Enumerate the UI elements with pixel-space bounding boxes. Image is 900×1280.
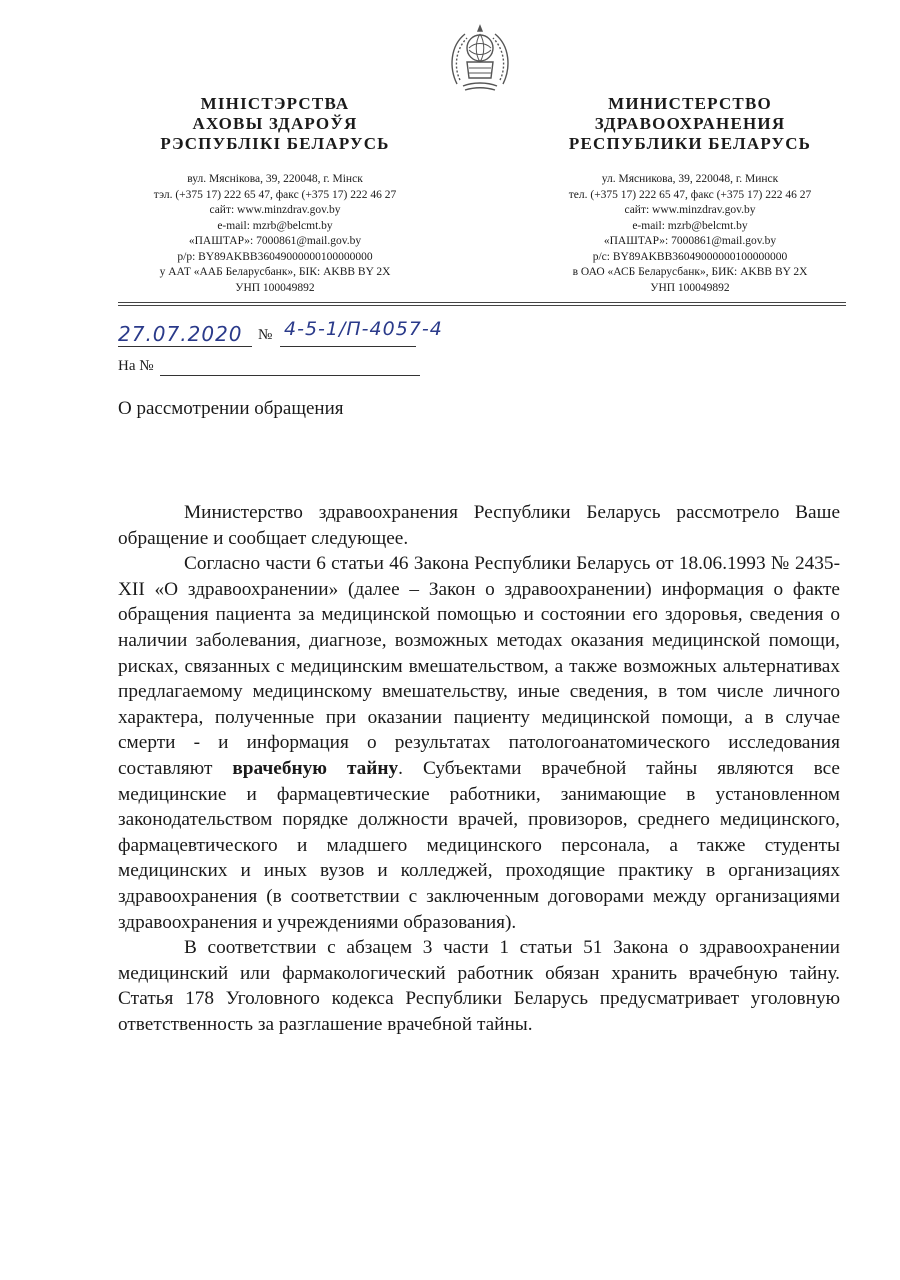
- header-divider: [118, 302, 846, 303]
- number-label: №: [258, 327, 273, 343]
- bank-name-line: в ОАО «АСБ Беларусбанк», БИК: AKBB BY 2X: [572, 266, 808, 278]
- body-paragraph: Министерство здравоохранения Республики Беларусь рассмотрело Ваше обращение и сообщает следующее.: [118, 502, 840, 549]
- contact-details-belarusian: [110, 172, 440, 296]
- website-line: сайт: www.minzdrav.gov.by: [624, 204, 756, 216]
- number-underline: [280, 346, 416, 347]
- header-divider-secondary: [118, 305, 846, 306]
- bank-name-line: у ААТ «ААБ Беларусбанк», БІК: AKBB BY 2X: [159, 266, 391, 278]
- body-text-span: Согласно части 6 статьи 46 Закона Республики Беларусь от 18.06.1993 № 2435-XII «О здравоохранении» (далее – Закон о здравоохранении) информация о факте обращения пациента за медицинской помощью и состоянии его здоровья, сведения о наличии заболевания, диагнозе, возможных методах оказания медицинской помощи, рисках, связанных с медицинским вмешательством, а также возможных альтернативах предлагаемому медицинскому вмешательству, иные сведения, в том числе личного характера, полученные при оказании пациенту медицинской помощи, а в случае смерти - и информация о результатах патологоанатомического исследования составляют: [118, 553, 840, 779]
- unp-line: УНП 100049892: [650, 281, 730, 294]
- body-paragraph: В соответствии с абзацем 3 части 1 статьи 51 Закона о здравоохранении медицинский или фармакологический работник обязан хранить врачебную тайну. Статья 178 Уголовного кодекса Республики Беларусь предусматривает уголовную ответственность за разглашение врачебной тайны.: [118, 937, 840, 1035]
- letter-subject: О рассмотрении обращения: [118, 398, 344, 419]
- ministry-title-belarusian: МІНІСТЭРСТВА АХОВЫ ЗДАРОЎЯ РЭСПУБЛІКІ БЕЛАРУСЬ: [160, 94, 390, 153]
- body-paragraph: [118, 551, 840, 935]
- bank-account-line: р/с: BY89AKBB36049000000100000000: [592, 250, 788, 263]
- letter-body: [118, 500, 840, 1037]
- state-emblem-icon: [445, 22, 515, 94]
- reply-to-underline: [160, 375, 420, 376]
- pashtar-line: «ПАШТАР»: 7000861@mail.gov.by: [603, 235, 777, 247]
- email-line: e-mail: mzrb@belcmt.by: [217, 219, 333, 232]
- pashtar-line: «ПАШТАР»: 7000861@mail.gov.by: [188, 235, 362, 247]
- header-right-block: [525, 94, 855, 296]
- outgoing-date: 27.07.2020: [118, 322, 243, 346]
- unp-line: УНП 100049892: [235, 281, 315, 294]
- contact-details-russian: [525, 172, 855, 296]
- header-left-block: [110, 94, 440, 296]
- address-line: вул. Мяснікова, 39, 220048, г. Мінск: [187, 173, 363, 185]
- body-text-span: . Субъектами врачебной тайны являются все медицинские и фармацевтические работники, занимающие в установленном законодательством порядке должности врачей, провизоров, среднего медицинского, фармацевтического и младшего медицинского персонала, а также студенты медицинских и иных вузов и колледжей, проходящие практику в организациях здравоохранения (в соответствии с заключенным договорами между организациями здравоохранения и учреждениями образования).: [118, 757, 840, 933]
- address-line: ул. Мясникова, 39, 220048, г. Минск: [601, 173, 779, 185]
- ministry-title-russian: МИНИСТЕРСТВО ЗДРАВООХРАНЕНИЯ РЕСПУБЛИКИ БЕЛАРУСЬ: [568, 94, 812, 153]
- bank-account-line: р/р: BY89AKBB36049000000100000000: [177, 250, 373, 263]
- phone-line: тел. (+375 17) 222 65 47, факс (+375 17) 222 46 27: [568, 188, 812, 201]
- email-line: e-mail: mzrb@belcmt.by: [632, 219, 748, 232]
- outgoing-number: 4-5-1/П-4057-4: [284, 318, 443, 340]
- date-underline: [118, 346, 252, 347]
- website-line: сайт: www.minzdrav.gov.by: [209, 204, 341, 216]
- phone-line: тэл. (+375 17) 222 65 47, факс (+375 17) 222 46 27: [153, 188, 397, 201]
- reply-to-label: На №: [118, 358, 154, 374]
- emphasis-medical-secrecy: врачебную тайну: [232, 757, 399, 779]
